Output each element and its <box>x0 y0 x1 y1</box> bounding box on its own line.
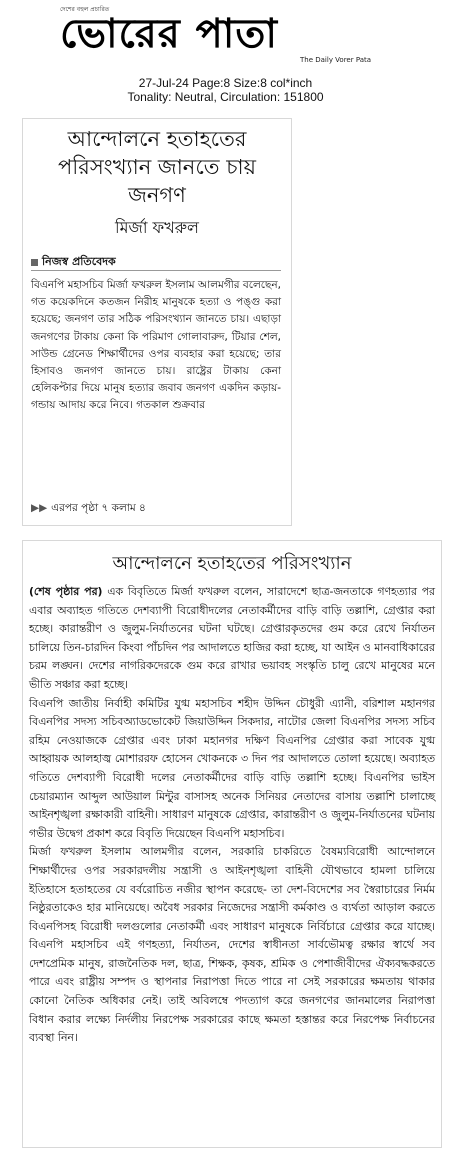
newspaper-logo: ভোরের পাতা <box>60 11 279 57</box>
masthead-tagline: দেশের বহুল প্রচারিত <box>60 6 110 13</box>
masthead <box>0 0 451 70</box>
bullet-square-icon <box>31 259 38 266</box>
paragraph-text: এক বিবৃতিতে মির্জা ফখরুল বলেন, সারাদেশে ছাত্র-জনতাকে গণহত্যার পর এবার অব্যাহত গতিতে দেশব্যাপী বিরোধীদলের নেতাকর্মীদের বাড়ি বাড়ি তল্লাশি, গ্রেপ্তার করা হচ্ছে। কারান্তরীণ ও জুলুম-নির্যাতনের ঘটনা ঘটছে। গ্রেপ্তারকৃতদের গুম করে রেখে নির্যাতন চালিয়ে তিন-চারদিন কিংবা পাঁচদিন পর আদালতে হাজির করা হচ্ছে, যা আইন ও মানবাধিকারের চরম লঙ্ঘন। দেশের নাগরিকদেরকে গুম করে রাখার ভয়াবহ সংস্কৃতি চালু রেখে মানুষের মনে ভীতি সঞ্চার করা হচ্ছে। <box>29 585 435 691</box>
continuation-note <box>31 501 146 518</box>
front-page-clipping <box>22 118 292 526</box>
article-body: বিএনপি মহাসচিব মির্জা ফখরুল ইসলাম আলমগীর বলেছেন, গত কয়েকদিনে কতজন নিরীহ মানুষকে হত্যা ও পঙ্গু করা হয়েছে; জনগণ তার সঠিক পরিসংখ্যান জানতে চায়। এছাড়া জনগণের টাকায় কেনা কি পরিমাণ গোলাবারুদ, টিয়ার শেল, সাউন্ড গ্রেনেড শিক্ষার্থীদের ওপর ব্যবহার করা হয়েছে; তার হিসাবও জনগণ জানতে চায়। রাষ্ট্রের টাকায় কেনা হেলিকপ্টার দিয়ে মানুষ হত্যার জবাব জনগণ একদিন কড়ায়-গন্ডায় আদায় করে নিবে। গতকাল শুক্রবার <box>31 279 281 412</box>
masthead-subtitle: The Daily Vorer Pata <box>300 56 372 64</box>
article-headline: আন্দোলনে হতাহতের পরিসংখ্যান জানতে চায় জনগণ <box>58 127 256 207</box>
body-paragraph: বিএনপি জাতীয় নির্বাহী কমিটির যুগ্ম মহাসচিব শহীদ উদ্দিন চৌধুরী এ্যানী, বরিশাল মহানগর বিএনপির সদস্য সচিবঅ্যাডভোকেট জিয়াউদ্দিন সিকদার, নাটোর জেলা বিএনপির সদস্য সচিব রহিম নেওয়াজকে গ্রেপ্তার এবং ঢাকা মহানগর দক্ষিণ বিএনপির গ্রেপ্তার করা সাবেক যুগ্ম আহ্বায়ক আলহাজ্ব মোশাররফ হোসেন খোকনকে ৩ দিন পর আদালতে তোলা হয়েছে। অব্যাহত গতিতে দেশব্যাপী বিরোধী দলের নেতাকর্মীদের বাড়ি বাড়ি তল্লাশি হচ্ছে। বিএনপির ভাইস চেয়ারম্যান আব্দুল আউয়াল মিন্টুর বাসাসহ অনেক সিনিয়র নেতাদের বাসায় তল্লাশি চালাচ্ছে আইনশৃঙ্খলা রক্ষাকারী বাহিনী। সাধারণ মানুষকে গ্রেপ্তার, কারান্তরীণ ও জুলুম-নির্যাতনের ঘটনায় গভীর উদ্বেগ প্রকাশ করে বিবৃতি দিয়েছেন বিএনপি মহাসচিব। <box>29 696 435 840</box>
lead-label: (শেষ পৃষ্ঠার পর) <box>29 585 103 598</box>
headline-byline: মির্জা ফখরুল <box>115 218 199 237</box>
reporter-divider <box>31 270 281 271</box>
body-paragraph: মির্জা ফখরুল ইসলাম আলমগীর বলেন, সরকারি চাকরিতে বৈষম্যবিরোধী আন্দোলনে শিক্ষার্থীদের ওপর সরকারদলীয় সন্ত্রাসী ও আইনশৃঙ্খলা বাহিনী যৌথভাবে হামলা চালিয়ে ইতিহাসে হতাহতের যে বর্বরোচিত নজীর স্থাপন করেছে- তা দেশ-বিদেশের সব স্বৈরাচারের নির্মম নিষ্ঠুরতাকেও হার মানিয়েছে। অবৈধ সরকার নিজেদের সন্ত্রাসী কর্মকাণ্ড ও ব্যর্থতা আড়াল করতে বিএনপিসহ বিরোধী দলগুলোর নেতাকর্মী এবং সাধারণ মানুষকে নির্বিচারে গ্রেপ্তার করে যাচ্ছে। বিএনপি মহাসচিব এই গণহত্যা, নির্যাতন, দেশের স্বাধীনতা সার্বভৌমত্ব রক্ষার স্বার্থে সব দেশপ্রেমিক মানুষ, রাজনৈতিক দল, ছাত্র, শিক্ষক, কৃষক, শ্রমিক ও পেশাজীবীদের ঐক্যবদ্ধকরতে পারে এবং রাষ্ট্রীয় সম্পদ ও স্থাপনার নিরাপত্তা দিতে পারে না সেই সরকারের ক্ষমতায় থাকার কোনো নৈতিক অধিকার নেই। তাই অবিলম্বে পদত্যাগ করে জনগণের জানমালের নিরাপত্তা বিধান করার লক্ষ্যে নির্দলীয় নিরপেক্ষ সরকারের কাছে ক্ষমতা হস্তান্তর করে নিরপেক্ষ নির্বাচনের ব্যবস্থা নিন। <box>29 845 435 1045</box>
clipping-meta-date: 27-Jul-24 Page:8 Size:8 col*inch <box>138 76 313 90</box>
body-paragraph <box>29 583 435 695</box>
clipping-meta-tonality: Tonality: Neutral, Circulation: 151800 <box>127 90 324 104</box>
continuation-body <box>29 583 435 1048</box>
continuation-clipping <box>22 540 442 1148</box>
reporter-label: নিজস্ব প্রতিবেদক <box>42 255 116 268</box>
continuation-text: এরপর পৃষ্ঠা ৭ কলাম ৪ <box>51 502 146 514</box>
continuation-headline: আন্দোলনে হতাহতের পরিসংখ্যান <box>112 553 352 574</box>
double-arrow-icon: ▶▶ <box>31 502 48 514</box>
